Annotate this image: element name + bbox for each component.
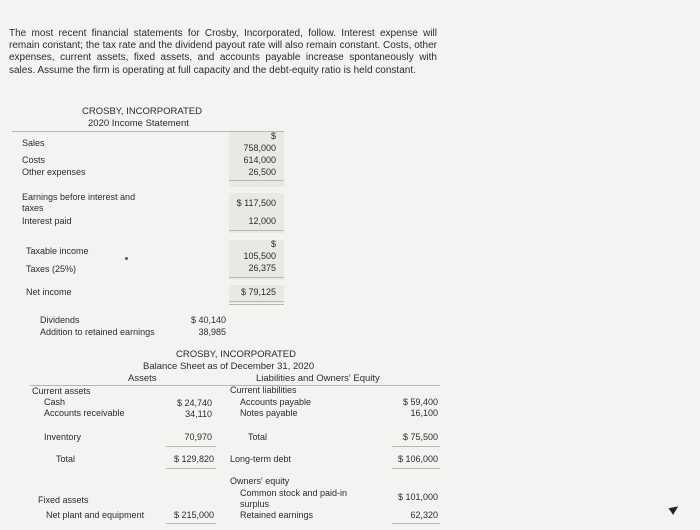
costs-value: 614,000 — [243, 155, 276, 165]
long-term-debt-value: $ 106,000 — [397, 454, 438, 464]
net-income-value: $ 79,125 — [240, 287, 276, 297]
taxes-value: 26,375 — [248, 263, 276, 273]
current-assets-label: Current assets — [32, 386, 91, 396]
other-expenses-value: 26,500 — [248, 167, 276, 177]
total-current-assets-label: Total — [56, 454, 76, 464]
assets-header: Assets — [128, 373, 157, 384]
net-plant-equipment-value: $ 215,000 — [173, 510, 214, 520]
npe-underline — [166, 523, 216, 524]
inventory-label: Inventory — [44, 432, 82, 442]
common-stock-value: $ 101,000 — [397, 492, 438, 502]
owners-equity-label: Owners' equity — [230, 476, 290, 486]
ltd-underline — [392, 468, 440, 469]
income-company-name: CROSBY, INCORPORATED — [82, 106, 203, 117]
net-income-rule-a — [229, 301, 284, 302]
costs-label: Costs — [22, 155, 46, 165]
subtotal-rule-3 — [229, 277, 284, 278]
taxable-dollar-sign: $ — [270, 239, 276, 249]
interest-paid-label: Interest paid — [22, 216, 72, 226]
notes-payable-label: Notes payable — [240, 408, 298, 418]
stray-dot — [125, 257, 128, 260]
income-statement-title: 2020 Income Statement — [88, 118, 189, 129]
total-current-assets-value: $ 129,820 — [173, 454, 214, 464]
liab-total-rule — [392, 446, 440, 447]
cash-value: $ 24,740 — [176, 398, 212, 408]
notes-payable-value: 16,100 — [410, 408, 438, 418]
accounts-receivable-value: 34,110 — [185, 409, 212, 419]
taxable-income-label: Taxable income — [26, 246, 89, 256]
other-expenses-label: Other expenses — [22, 167, 86, 177]
assets-total-underline — [166, 468, 216, 469]
accounts-payable-label: Accounts payable — [240, 397, 312, 407]
equity-underline — [392, 523, 440, 524]
interest-paid-value: 12,000 — [248, 216, 276, 226]
retained-earnings-addition-label: Addition to retained earnings — [40, 327, 155, 337]
assets-total-rule — [166, 446, 216, 447]
fixed-assets-label: Fixed assets — [38, 495, 89, 505]
ebit-label-line1: Earnings before interest and — [22, 192, 136, 202]
ebit-label-line2: taxes — [22, 203, 44, 213]
sales-dollar-sign: $ — [270, 131, 276, 141]
balance-sheet-title: Balance Sheet as of December 31, 2020 — [143, 361, 315, 372]
sales-value: 758,000 — [243, 143, 276, 153]
dividends-value: $ 40,140 — [190, 315, 226, 325]
long-term-debt-label: Long-term debt — [230, 454, 292, 464]
taxable-income-value: 105,500 — [243, 251, 276, 261]
net-income-rule-b — [229, 304, 284, 305]
total-current-liabilities-value: $ 75,500 — [402, 432, 438, 442]
common-stock-label-line1: Common stock and paid-in — [240, 488, 348, 498]
accounts-payable-value: $ 59,400 — [402, 397, 438, 407]
retained-earnings-label: Retained earnings — [240, 510, 314, 520]
subtotal-rule-2 — [229, 230, 284, 231]
sales-label: Sales — [22, 138, 45, 148]
accounts-receivable-label: Accounts receivable — [44, 408, 125, 418]
mouse-cursor-icon — [669, 503, 681, 515]
problem-statement: The most recent financial statements for Crosby, Incorporated, follow. Interest expense will remain constant; the tax rate and the dividend payout rate will also remain constant. Costs, other expenses, current assets, fixed assets, and accounts payable increase spontaneously with sales. Assume the firm is operating at full capacity and the debt-equity ratio is held constant. — [9, 28, 437, 76]
liabilities-equity-header: Liabilities and Owners' Equity — [256, 373, 380, 384]
current-liabilities-label: Current liabilities — [230, 385, 297, 395]
inventory-value: 70,970 — [184, 432, 212, 442]
net-income-label: Net income — [26, 287, 72, 297]
balance-company-name: CROSBY, INCORPORATED — [176, 349, 297, 360]
ebit-value: $ 117,500 — [236, 198, 276, 208]
total-current-liabilities-label: Total — [248, 432, 268, 442]
subtotal-rule-1 — [229, 180, 284, 181]
net-plant-equipment-label: Net plant and equipment — [46, 510, 145, 520]
cash-label: Cash — [44, 397, 66, 407]
retained-earnings-addition-value: 38,985 — [198, 327, 226, 337]
dividends-label: Dividends — [40, 315, 80, 325]
taxes-label: Taxes (25%) — [26, 264, 77, 274]
common-stock-label-line2: surplus — [240, 499, 270, 509]
retained-earnings-value: 62,320 — [410, 510, 438, 520]
